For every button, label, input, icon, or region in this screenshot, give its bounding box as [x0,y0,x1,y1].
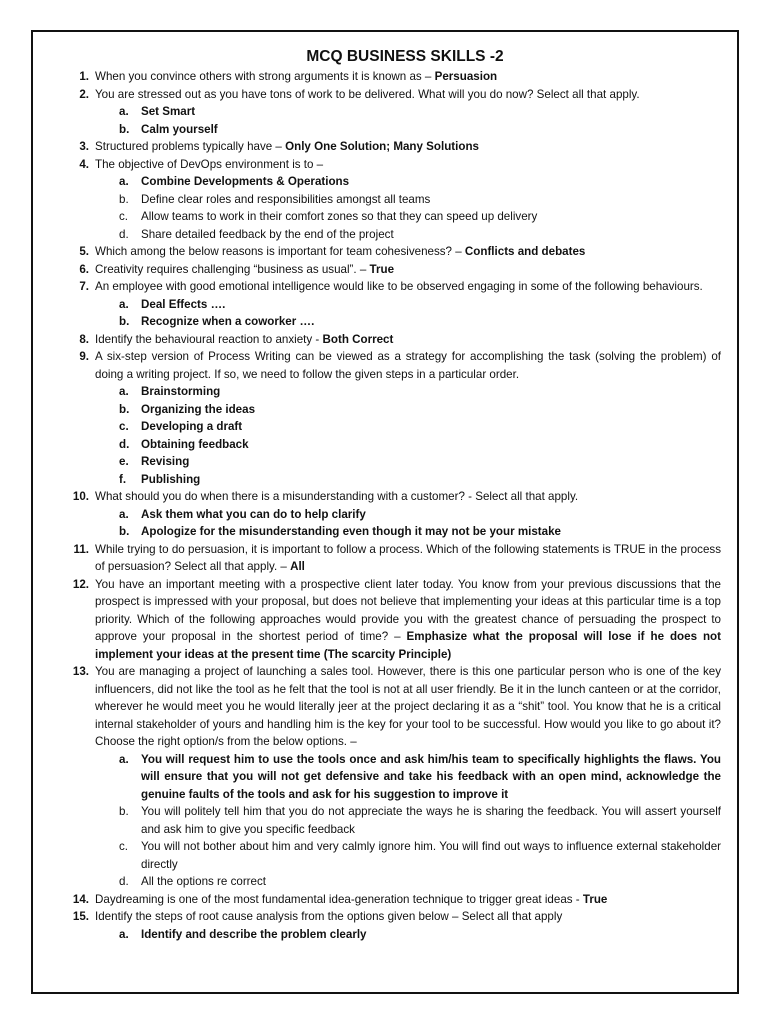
option-text: All the options re correct [141,875,267,888]
option-letter: b. [119,805,129,818]
option-text: Set Smart [141,105,196,118]
question-number: 3. [79,140,89,153]
option-letter: b. [119,192,129,206]
option-letter: b. [119,315,130,328]
option-letter: a. [119,385,129,398]
question-number: 8. [79,332,89,346]
question-number: 11. [73,542,89,556]
option-letter: c. [119,840,129,853]
option-letter: c. [119,210,129,223]
option-text: Share detailed feedback by the end of the project [141,227,394,241]
option-text: You will politely tell him that you do not appreciate the ways he is sharing the feedback. You will assert yourself and ask him to give you specific feedback [141,805,721,836]
option-letter: a. [119,927,129,941]
option-letter: f. [119,472,127,486]
question-text: Daydreaming is one of the most fundamental idea-generation technique to trigger great ideas - [95,892,583,906]
option-letter: a. [119,752,129,766]
option-letter: d. [119,437,130,451]
question-12 [69,576,721,664]
option-text: Calm yourself [141,122,218,136]
answer-text: True [582,892,608,906]
question-10 [69,488,721,506]
question-5 [69,243,721,261]
question-number: 7. [79,280,89,293]
answer-text: Conflicts and debates [464,245,586,258]
option-item [69,121,721,139]
option-item [69,926,721,944]
question-number: 4. [79,157,89,171]
question-number: 9. [79,350,89,363]
question-number: 6. [79,262,89,276]
question-text: You have an important meeting with a prospective client later today. You know from your previous discussions that the prospect is impressed with your proposal, but does not believe that implementing your ideas at this particular time is a top priority. Which of the following approaches would provide you with the greatest chance of persuading the prospect to approve your proposal in the shortest period of time? – [95,577,721,643]
option-text: Deal Effects …. [141,297,226,311]
option-letter: b. [119,122,130,136]
option-item [69,436,721,454]
option-text: Apologize for the misunderstanding even though it may not be your mistake [141,525,561,538]
question-text: You are managing a project of launching a sales tool. However, there is this one particular person who is one of the key influencers, did not like the tool as he felt that the tool is not at all user friendly. Be it in the lunch canteen or at the corridor, wherever he would meet you he would literally jeer at the project declaring it as a “shit” tool. You know that he is a critical internal stakeholder of yours and handling him is the key for your tool to be successful. How would you like to go about it? Choose the right option/s from the below options. – [95,665,721,748]
option-text: You will request him to use the tools once and ask him/his team to specifically highlights the flaws. You will ensure that you will not get defensive and take his feedback with an open mind, acknowledge the genuine faults of the tools and ask for his suggestion to improve it [141,752,721,801]
option-item [69,751,721,804]
option-text: Combine Developments & Operations [141,175,350,188]
question-8 [69,331,721,349]
option-letter: e. [119,455,129,468]
option-item [69,418,721,436]
option-text: Ask them what you can do to help clarify [141,507,366,521]
question-number: 2. [79,87,89,101]
option-item [69,173,721,191]
answer-text: Both Correct [322,332,394,346]
option-text: Obtaining feedback [141,437,249,451]
option-item [69,506,721,524]
option-text: Allow teams to work in their comfort zones so that they can speed up delivery [141,210,538,223]
option-item [69,471,721,489]
option-item [69,103,721,121]
document-page [31,30,739,994]
question-4 [69,156,721,174]
question-number: 12. [72,577,89,591]
option-item [69,873,721,891]
question-2 [69,86,721,104]
question-14 [69,891,721,909]
option-text: You will not bother about him and very calmly ignore him. You will find out ways to influence external stakeholder directly [141,840,721,871]
option-text: Revising [141,455,190,468]
option-item [69,191,721,209]
question-3 [69,138,721,156]
question-text: Identify the behavioural reaction to anxiety - [95,332,323,346]
question-text: While trying to do persuasion, it is important to follow a process. Which of the following statements is TRUE in the process of persuasion? Select all that apply. – [95,542,721,573]
page-title: MCQ BUSINESS SKILLS -2 [306,48,504,65]
question-7 [69,278,721,296]
option-letter: d. [119,875,129,888]
option-letter: a. [119,175,129,188]
option-text: Brainstorming [141,385,221,398]
question-15 [69,908,721,926]
question-number: 14. [72,892,89,906]
document-content [69,46,721,943]
question-text: Identify the steps of root cause analysis from the options given below – Select all that apply [95,910,563,923]
question-text: You are stressed out as you have tons of work to be delivered. What will you do now? Select all that apply. [95,87,640,101]
question-number: 15. [72,910,89,923]
option-item [69,226,721,244]
option-item [69,453,721,471]
question-text: What should you do when there is a misunderstanding with a customer? - Select all that apply. [95,490,579,503]
option-letter: d. [119,227,129,241]
answer-text: Emphasize what the proposal will lose if he does not implement your ideas at the present time (The scarcity Principle) [95,630,722,661]
question-number: 10. [72,490,89,503]
question-text: An employee with good emotional intelligence would like to be observed engaging in some of the following behaviours. [95,280,703,293]
question-11 [69,541,721,576]
option-text: Developing a draft [141,420,243,433]
option-letter: c. [119,420,129,433]
option-text: Organizing the ideas [141,402,256,416]
option-letter: a. [119,507,129,521]
question-text: The objective of DevOps environment is to – [95,157,324,171]
question-13 [69,663,721,751]
option-item [69,208,721,226]
option-item [69,803,721,838]
answer-text: All [290,560,305,573]
option-text: Identify and describe the problem clearly [141,927,367,941]
option-item [69,401,721,419]
question-text: When you convince others with strong arguments it is known as – [95,70,435,83]
answer-text: Only One Solution; Many Solutions [285,140,479,153]
question-text: Structured problems typically have – [95,140,286,153]
question-number: 5. [79,245,89,258]
option-text: Publishing [141,472,201,486]
option-letter: a. [119,105,129,118]
question-9 [69,348,721,383]
option-item [69,523,721,541]
option-letter: b. [119,525,130,538]
question-text: Which among the below reasons is important for team cohesiveness? – [95,245,465,258]
option-item [69,838,721,873]
answer-text: Persuasion [434,70,498,83]
question-1 [69,68,721,86]
question-6 [69,261,721,279]
option-item [69,313,721,331]
answer-text: True [369,262,395,276]
option-text: Recognize when a coworker …. [141,315,315,328]
question-text: A six-step version of Process Writing can be viewed as a strategy for accomplishing the task (solving the problem) of doing a writing project. If so, we need to follow the given steps in a particular order. [95,350,721,381]
question-number: 1. [79,70,89,83]
option-item [69,383,721,401]
question-text: Creativity requires challenging “business as usual”. – [95,262,370,276]
option-item [69,296,721,314]
question-number: 13. [72,665,89,678]
option-letter: b. [119,402,130,416]
option-letter: a. [119,297,129,311]
option-text: Define clear roles and responsibilities amongst all teams [141,192,431,206]
